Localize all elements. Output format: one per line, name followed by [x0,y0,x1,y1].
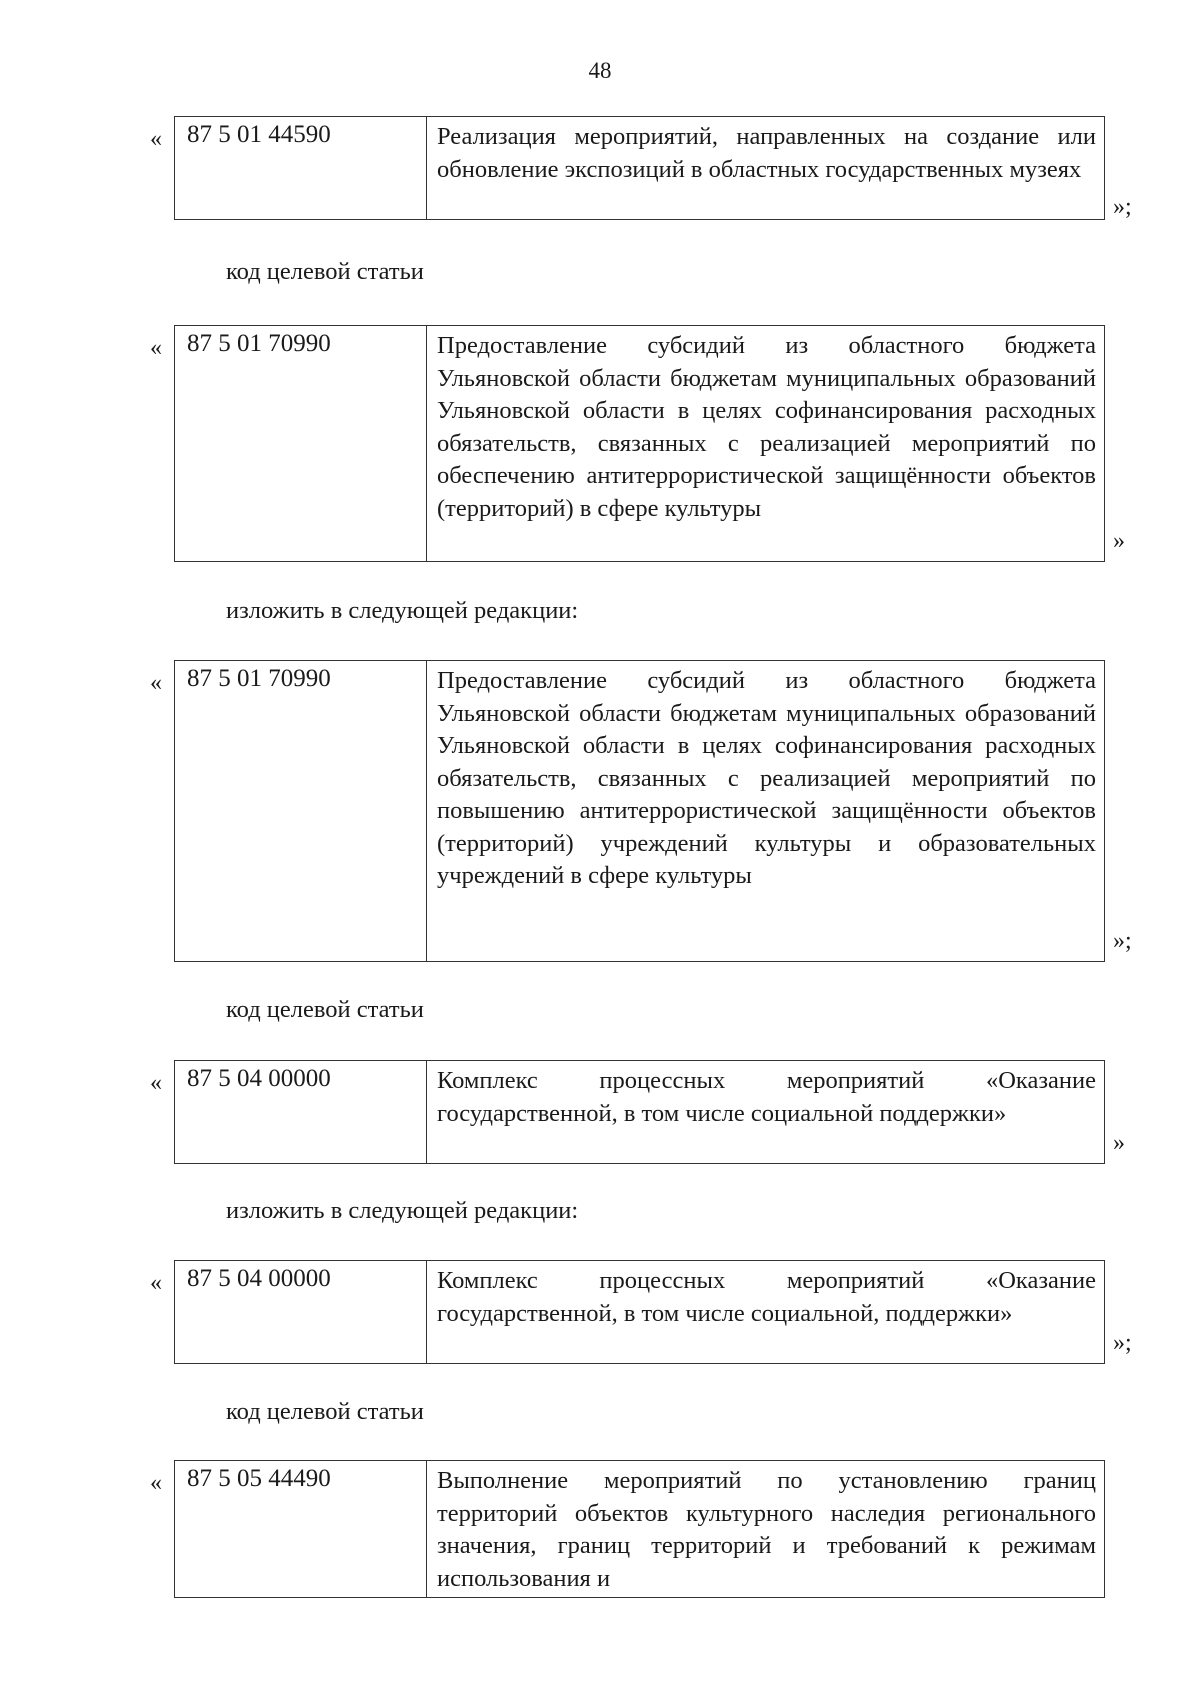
description-cell: Реализация мероприятий, направленных на создание или обновление экспозиций в областных государственных музеях [437,123,1096,183]
table-row [174,1060,1105,1164]
code-cell: 87 5 01 70990 [175,326,427,561]
table-row [174,1460,1105,1598]
section-note: код целевой статьи [226,1398,424,1425]
code-cell: 87 5 01 44590 [175,117,427,219]
opening-quote: « [150,335,162,361]
closing-quote: » [1113,1130,1125,1156]
section-note: изложить в следующей редакции: [226,1197,579,1224]
page-number: 48 [588,58,612,83]
code-cell: 87 5 04 00000 [175,1061,427,1163]
closing-quote: »; [1113,928,1132,954]
section-note: код целевой статьи [226,258,424,285]
opening-quote: « [150,1270,162,1296]
section-note: изложить в следующей редакции: [226,597,579,624]
description-cell: Выполнение мероприятий по установлению границ территорий объектов культурного наследия регионального значения, границ территорий и требований к режимам использования и [437,1467,1096,1592]
description-cell: Предоставление субсидий из областного бюджета Ульяновской области бюджетам муниципальных образований Ульяновской области в целях софинансирования расходных обязательств, связанных с реализацией мероприятий по повышению антитеррористической защищённости объектов (территорий) учреждений культуры и образовательных учреждений в сфере культуры [437,667,1096,889]
table-row [174,116,1105,220]
opening-quote: « [150,670,162,696]
code-cell: 87 5 04 00000 [175,1261,427,1363]
closing-quote: »; [1113,1330,1132,1356]
opening-quote: « [150,1470,162,1496]
opening-quote: « [150,1070,162,1096]
table-row [174,325,1105,562]
table-row [174,1260,1105,1364]
description-cell: Комплекс процессных мероприятий «Оказание государственной, в том числе социальной поддержки» [437,1067,1096,1127]
section-note: код целевой статьи [226,996,424,1023]
table-row [174,660,1105,962]
code-cell: 87 5 05 44490 [175,1461,427,1597]
description-cell: Предоставление субсидий из областного бюджета Ульяновской области бюджетам муниципальных образований Ульяновской области в целях софинансирования расходных обязательств, связанных с реализацией мероприятий по обеспечению антитеррористической защищённости объектов (территорий) в сфере культуры [437,332,1096,522]
opening-quote: « [150,126,162,152]
closing-quote: » [1113,528,1125,554]
description-cell: Комплекс процессных мероприятий «Оказание государственной, в том числе социальной, поддержки» [437,1267,1096,1327]
code-cell: 87 5 01 70990 [175,661,427,961]
closing-quote: »; [1113,194,1132,220]
